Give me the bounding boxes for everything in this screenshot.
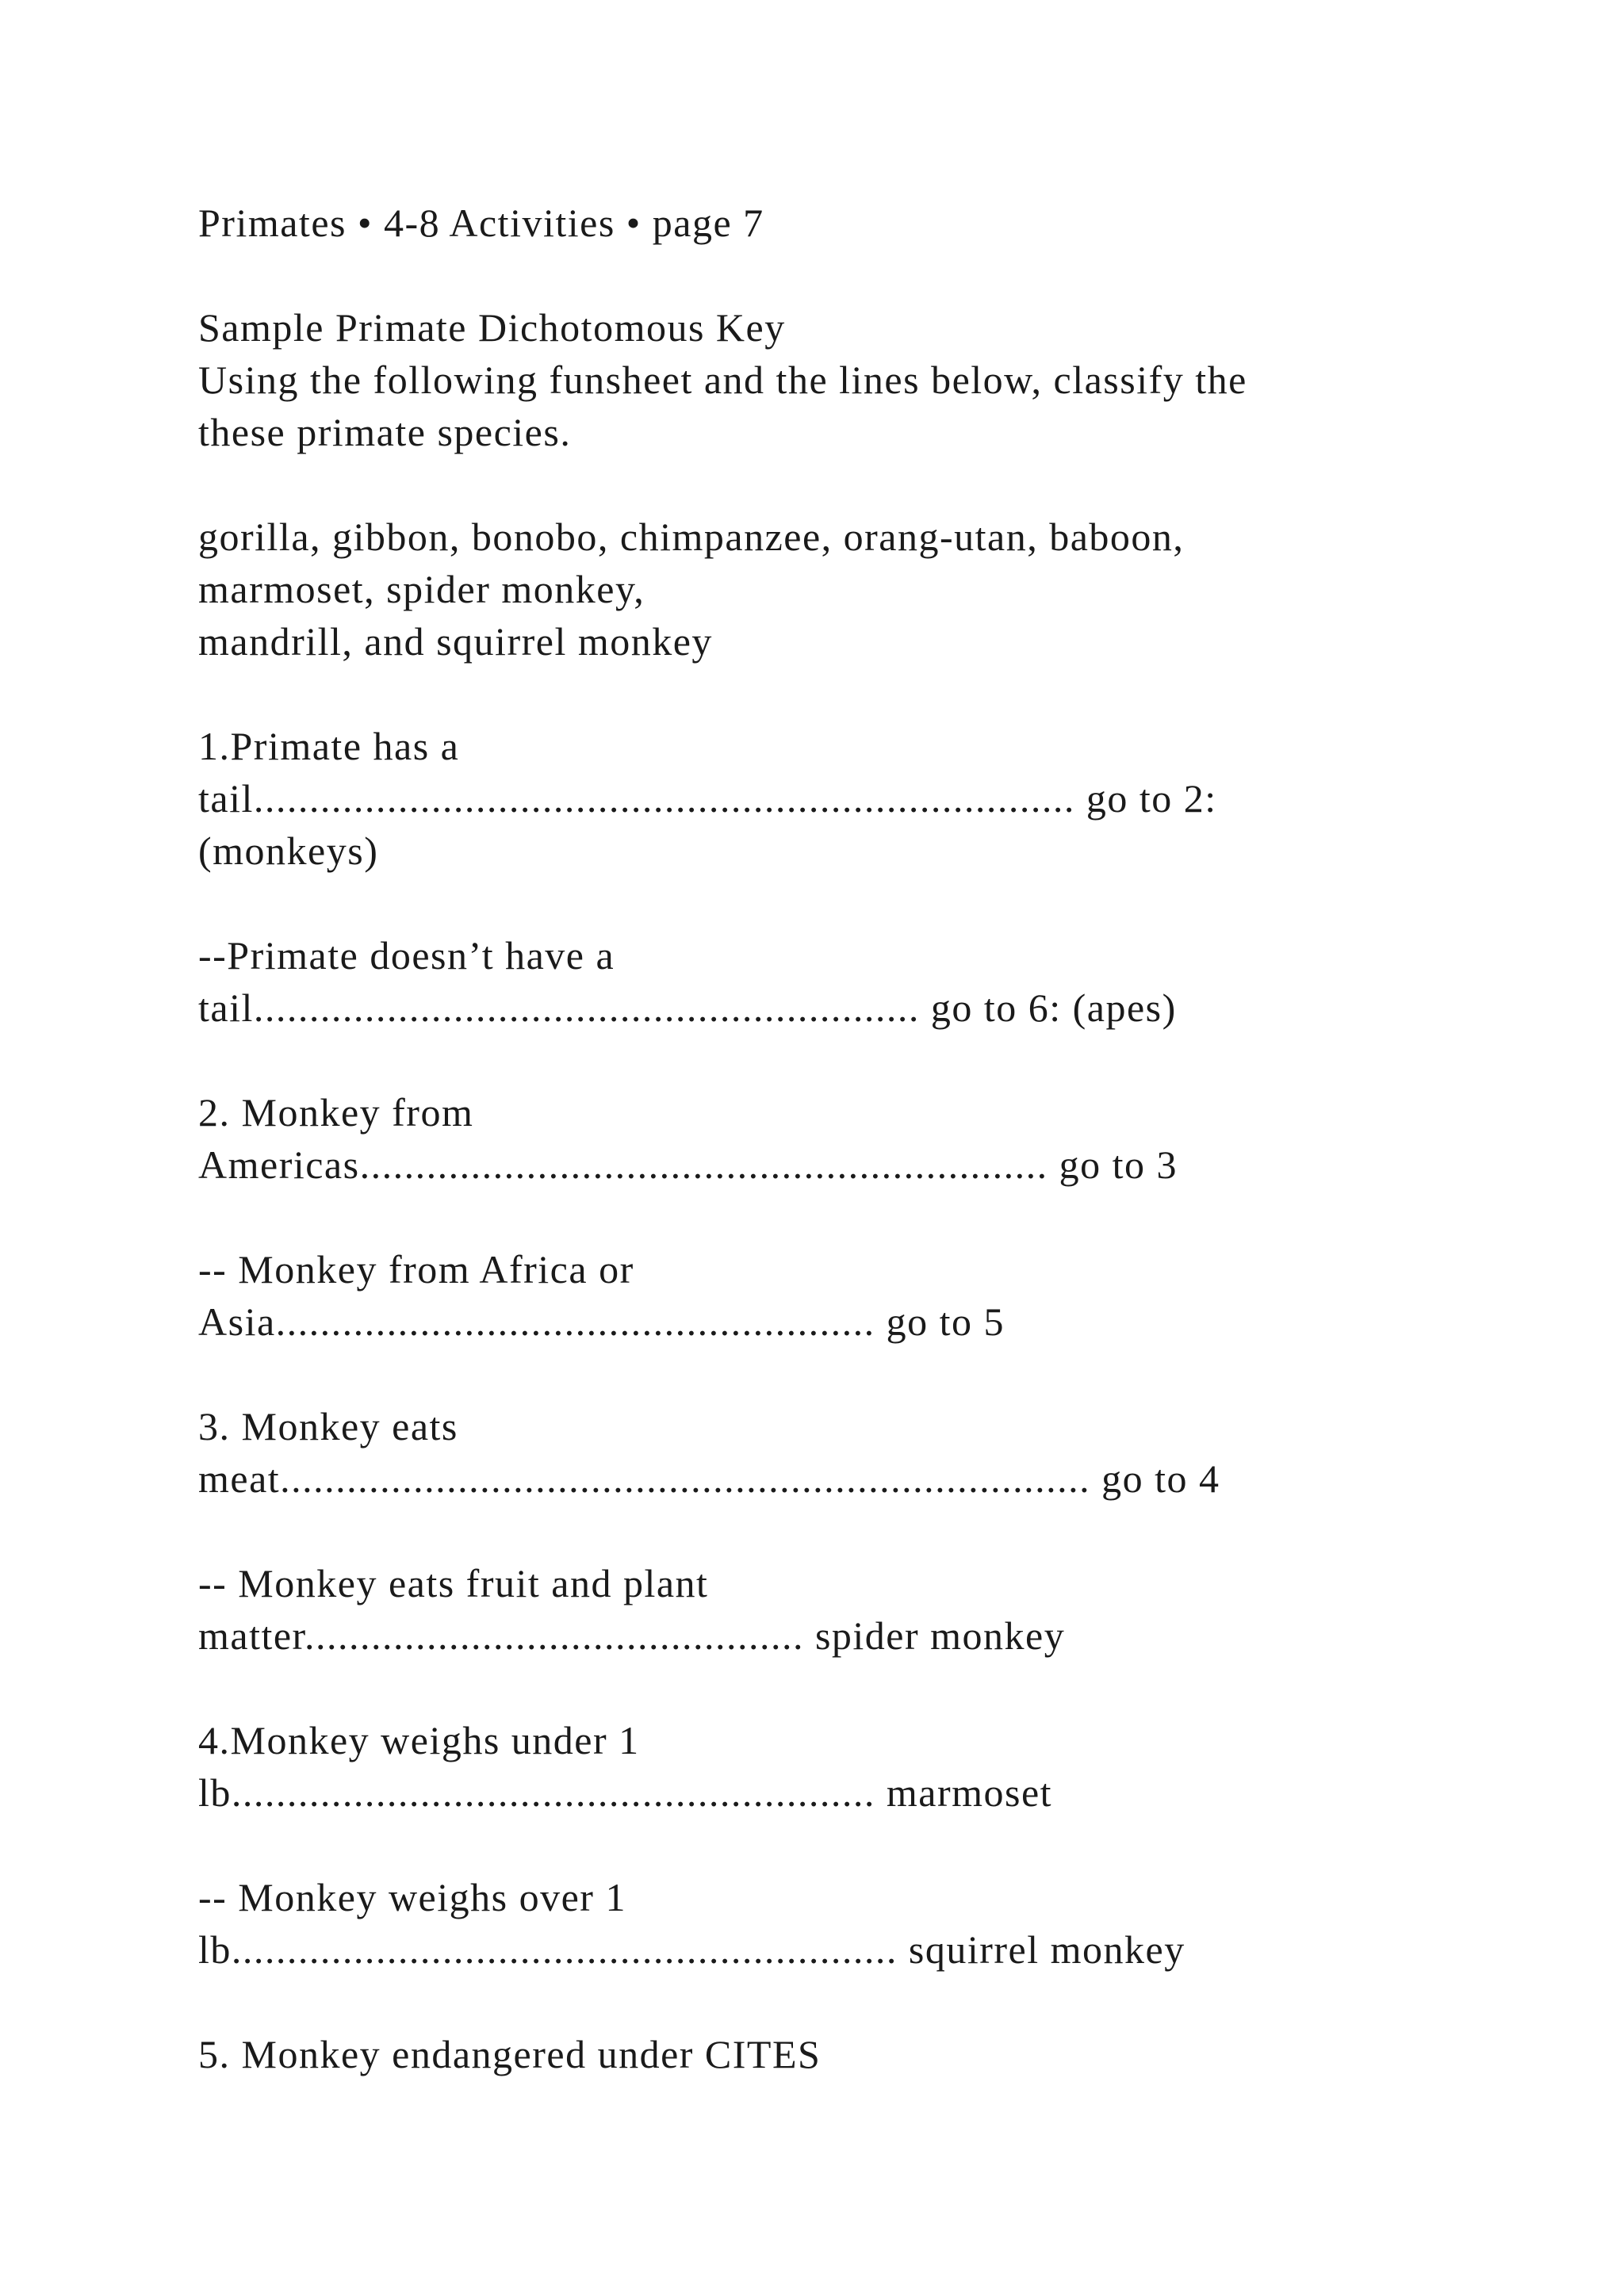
page-header: Primates • 4-8 Activities • page 7 [198, 201, 764, 245]
key-entry-6-line-1: -- Monkey eats fruit and plant [198, 1561, 709, 1605]
species-list-line-1: gorilla, gibbon, bonobo, chimpanzee, orang-utan, baboon, [198, 515, 1185, 559]
key-entry-5-line-2: meat......................................................................... go to 4 [198, 1456, 1220, 1501]
instructions-line-2: these primate species. [198, 410, 572, 454]
species-list-line-3: mandrill, and squirrel monkey [198, 619, 713, 664]
key-entry-9-line-1: 5. Monkey endangered under CITES [198, 2032, 822, 2076]
instructions-line-1: Using the following funsheet and the lines below, classify the [198, 358, 1247, 402]
key-entry-7-line-2: lb.......................................................... marmoset [198, 1770, 1053, 1815]
key-entry-2-line-2: tail............................................................ go to 6: (apes) [198, 985, 1177, 1030]
key-entry-2-line-1: --Primate doesn’t have a [198, 933, 615, 978]
key-entry-6-line-2: matter............................................. spider monkey [198, 1613, 1066, 1658]
key-entry-1-line-1: 1.Primate has a [198, 724, 460, 768]
document-title: Sample Primate Dichotomous Key [198, 305, 786, 350]
key-entry-3-line-2: Americas.............................................................. go to 3 [198, 1142, 1178, 1187]
key-entry-7-line-1: 4.Monkey weighs under 1 [198, 1718, 640, 1762]
key-entry-1-line-3: (monkeys) [198, 828, 379, 873]
key-entry-8-line-2: lb............................................................ squirrel monkey [198, 1927, 1185, 1972]
key-entry-4-line-1: -- Monkey from Africa or [198, 1247, 634, 1292]
species-list-line-2: marmoset, spider monkey, [198, 567, 645, 611]
key-entry-8-line-1: -- Monkey weighs over 1 [198, 1875, 626, 1919]
key-entry-5-line-1: 3. Monkey eats [198, 1404, 458, 1448]
key-entry-1-line-2: tail.......................................................................... go to 2: [198, 776, 1217, 821]
key-entry-3-line-1: 2. Monkey from [198, 1090, 474, 1135]
key-entry-4-line-2: Asia...................................................... go to 5 [198, 1299, 1005, 1344]
